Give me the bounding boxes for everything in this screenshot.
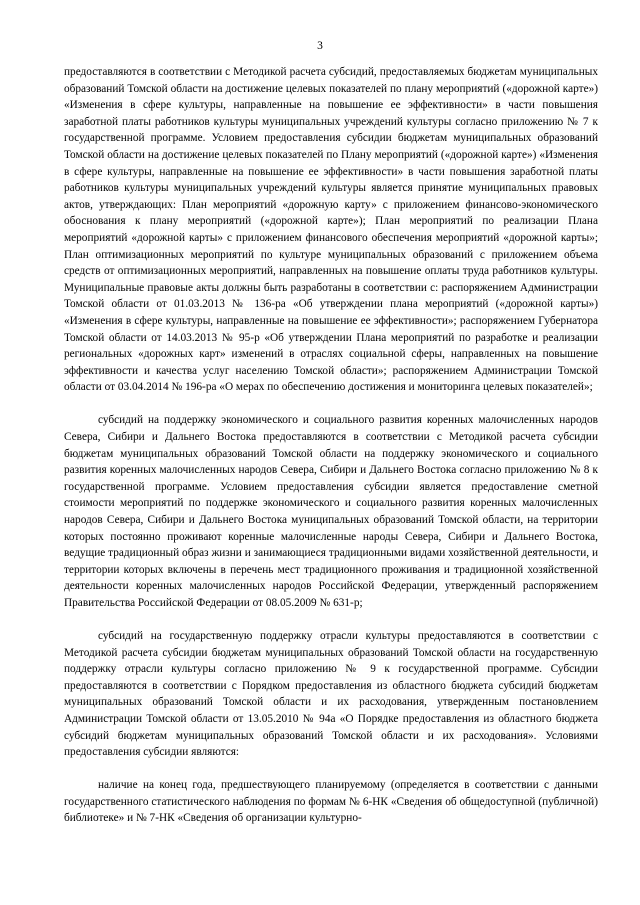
paragraph-indigenous-peoples-subsidy: субсидий на поддержку экономического и социального развития коренных малочисленных народов Севера, Сибири и Дальнего Востока предоставляются в соответствии с Методикой расчета субсидии бюджетам муниципальных образований Томской области на поддержку экономического и социального развития коренных малочисленных народов Севера, Сибири и Дальнего Востока согласно приложению № 8 к государственной программе. Условием предоставления субсидии является предоставление сметной стоимости мероприятий по поддержке экономического и социального развития коренных малочисленных народов Севера, Сибири и Дальнего Востока муниципальных образований Томской области, на территории которых постоянно проживают коренные малочисленные народы Севера, Сибири и Дальнего Востока, ведущие традиционный образ жизни и занимающиеся традиционными видами хозяйственной деятельности, и территории которых включены в перечень мест традиционного проживания и традиционной хозяйственной деятельности коренных малочисленных народов Российской Федерации, утвержденный распоряжением Правительства Российской Федерации от 08.05.2009 № 631-р; (64, 414, 598, 609)
page-number: 3 (317, 40, 323, 52)
document-body (64, 64, 598, 827)
paragraph-culture-support-subsidy: субсидий на государственную поддержку отрасли культуры предоставляются в соответствии с Методикой расчета субсидии бюджетам муниципальных образований Томской области на государственную поддержку отрасли культуры согласно приложению № 9 к государственной программе. Субсидии предоставляются в соответствии с Порядком предоставления из областного бюджета субсидий бюджетам муниципальных образований Томской области и их расходования, утвержденным постановлением Администрации Томской области от 13.05.2010 № 94а «О Порядке предоставления из областного бюджета субсидий бюджетам муниципальных образований Томской области и их расходования». Условиями предоставления субсидии являются: (64, 630, 598, 759)
paragraph-condition-item: наличие на конец года, предшествующего планируемому (определяется в соответствии с данными государственного статистического наблюдения по формам № 6-НК «Сведения об общедоступной (публичной) библиотеке» и № 7-НК «Сведения об организации культурно- (64, 779, 598, 825)
paragraph-culture-wages-subsidy: предоставляются в соответствии с Методикой расчета субсидий, предоставляемых бюджетам муниципальных образований Томской области на достижение целевых показателей по плану мероприятий («дорожной карте») «Изменения в сфере культуры, направленные на повышение ее эффективности» в части повышения заработной платы работников культуры муниципальных учреждений культуры согласно приложению № 7 к государственной программе. Условием предоставления субсидии бюджетам муниципальных образований Томской области на достижение целевых показателей по Плану мероприятий («дорожной карте») «Изменения в сфере культуры, направленные на повышение ее эффективности» в части повышения заработной платы работников культуры муниципальных учреждений культуры является принятие муниципальных правовых актов, утверждающих: План мероприятий «дорожную карту» с приложением финансово-экономического обоснования к плану мероприятий («дорожной карте»); План мероприятий по реализации Плана мероприятий «дорожной карты» с приложением финансового обеспечения мероприятий «дорожной карты»; План оптимизационных мероприятий по культуре муниципальных образований с приложением объема средств от оптимизационных мероприятий, направленных на повышение оплаты труда работников культуры. Муниципальные правовые акты должны быть разработаны в соответствии с: распоряжением Администрации Томской области от 01.03.2013 № 136-ра «Об утверждении плана мероприятий («дорожной карты») «Изменения в сфере культуры, направленные на повышение ее эффективности»; распоряжением Губернатора Томской области от 14.03.2013 № 95-р «Об утверждении Плана мероприятий по разработке и реализации региональных «дорожных карт» изменений в отраслях социальной сферы, направленных на повышение эффективности и качества услуг населению Томской области»; распоряжением Администрации Томской области от 03.04.2014 № 196-ра «О мерах по обеспечению достижения и мониторинга целевых показателей»; (64, 66, 598, 394)
